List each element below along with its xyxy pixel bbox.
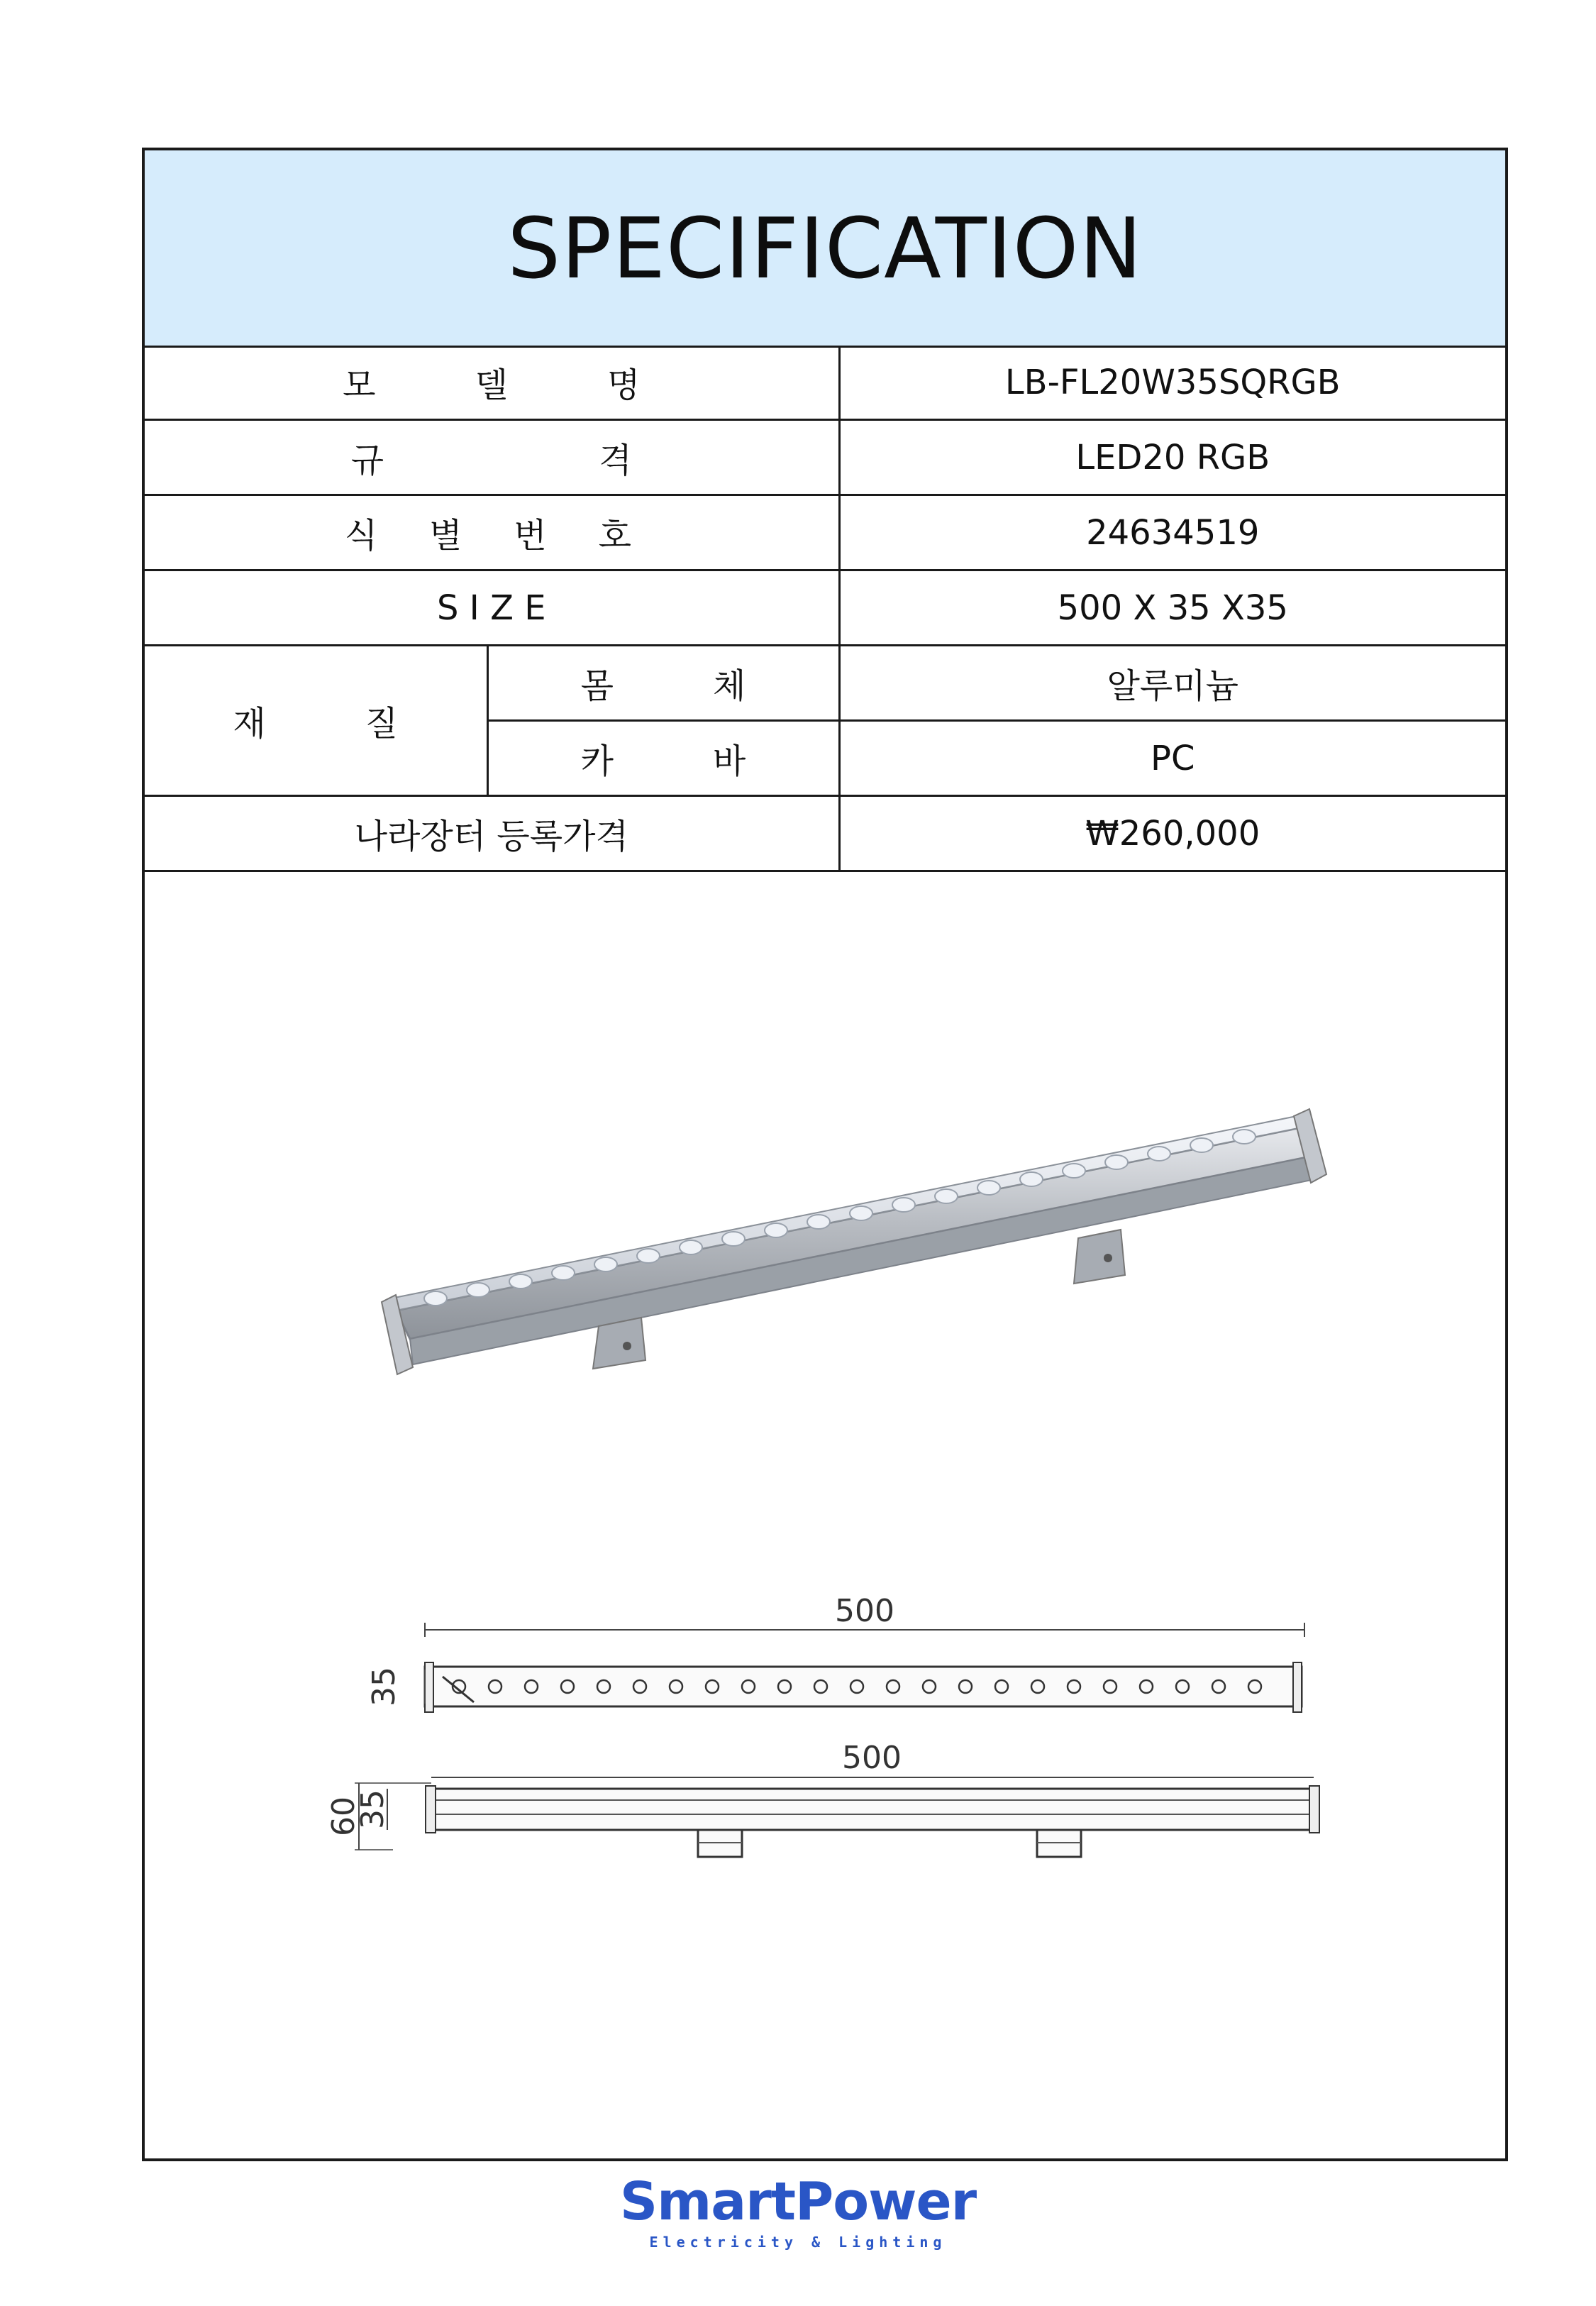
spec-value: LED20 RGB xyxy=(839,420,1505,495)
side-height-total-label: 60 xyxy=(326,1797,362,1836)
spec-label: 규 격 xyxy=(145,420,839,495)
product-photo xyxy=(382,1109,1326,1374)
table-row xyxy=(145,796,1505,871)
table-row xyxy=(145,495,1505,570)
model-value: LB-FL20W35SQRGB xyxy=(839,346,1505,420)
side-view-body xyxy=(431,1789,1314,1830)
body-value: 알루미늄 xyxy=(839,646,1505,721)
id-label: 식 별 번 호 xyxy=(145,495,839,570)
body-label: 몸 체 xyxy=(487,646,839,721)
table-row xyxy=(145,346,1505,420)
price-label: 나라장터 등록가격 xyxy=(145,796,839,871)
product-area xyxy=(145,892,1505,2162)
brand-name: SmartPower xyxy=(619,2171,977,2232)
table-row xyxy=(145,570,1505,646)
table-row xyxy=(145,420,1505,495)
side-length-label: 500 xyxy=(842,1740,902,1776)
model-label: 모 델 명 xyxy=(145,346,839,420)
footer-logo xyxy=(0,2171,1596,2251)
spec-sheet xyxy=(142,148,1508,2161)
spec-table xyxy=(145,346,1505,872)
product-illustration xyxy=(145,892,1505,2162)
size-label: S I Z E xyxy=(145,570,839,646)
brand-tagline: Electricity & Lighting xyxy=(649,2234,947,2251)
cover-value: PC xyxy=(839,721,1505,796)
cover-label: 카 바 xyxy=(487,721,839,796)
top-height-label: 35 xyxy=(366,1667,402,1706)
page-title: SPECIFICATION xyxy=(507,199,1143,297)
price-value: ₩260,000 xyxy=(839,796,1505,871)
id-value: 24634519 xyxy=(839,495,1505,570)
top-length-label: 500 xyxy=(835,1593,894,1629)
dimension-drawing xyxy=(326,1593,1319,1857)
title-band xyxy=(145,150,1505,348)
table-row xyxy=(145,646,1505,721)
material-label: 재 질 xyxy=(145,646,487,796)
side-height-body-label: 35 xyxy=(355,1789,391,1829)
size-value: 500 X 35 X35 xyxy=(839,570,1505,646)
